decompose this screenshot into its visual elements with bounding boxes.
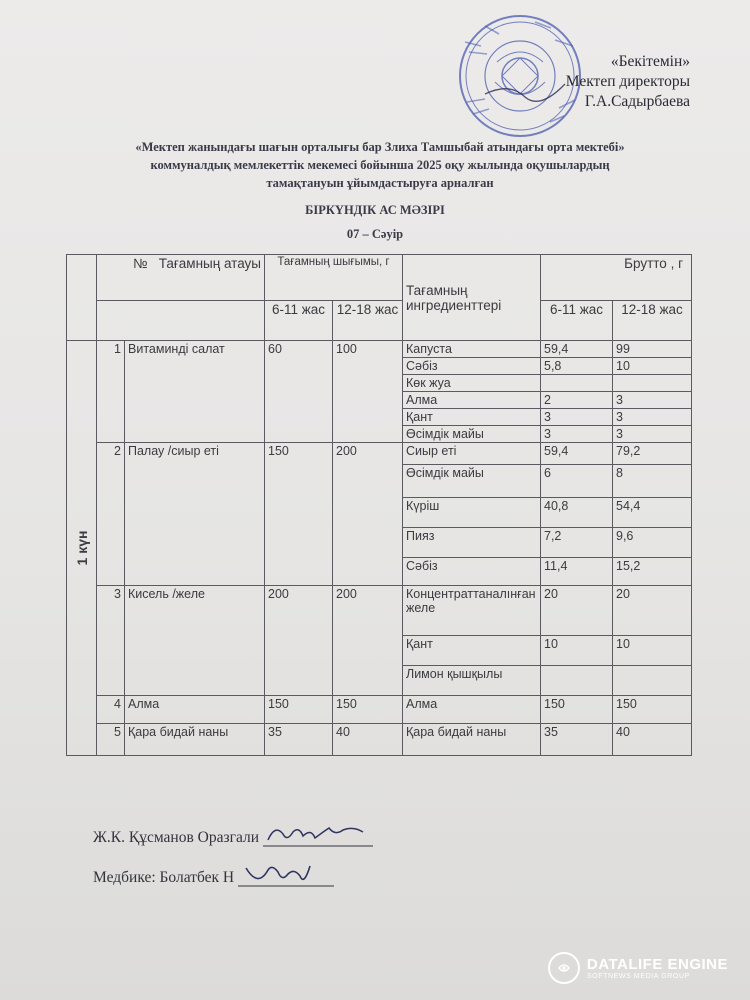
- dish-name: Палау /сиыр еті: [125, 443, 265, 586]
- header-brutto: Брутто , г: [541, 255, 692, 301]
- ingredient-name: Өсімдік майы: [403, 465, 541, 498]
- brutto-12-18: 79,2: [613, 443, 692, 465]
- brutto-6-11: 40,8: [541, 498, 613, 528]
- approval-line-3: Г.А.Садырбаева: [584, 93, 690, 110]
- brutto-6-11: 6: [541, 465, 613, 498]
- ingredient-name: Капуста: [403, 341, 541, 358]
- header-num-and-dish: [97, 255, 265, 301]
- brutto-age-1: 6-11 жас: [541, 301, 613, 341]
- dish-name: Витаминді салат: [125, 341, 265, 443]
- table-row: [67, 696, 692, 724]
- dish-yield-12-18: 150: [333, 696, 403, 724]
- dish-yield-6-11: 200: [265, 586, 333, 696]
- brutto-12-18: [613, 375, 692, 392]
- brutto-12-18: 8: [613, 465, 692, 498]
- brutto-age-2: 12-18 жас: [613, 301, 692, 341]
- brutto-6-11: 3: [541, 426, 613, 443]
- brutto-6-11: 35: [541, 724, 613, 756]
- ingredient-name: Сәбіз: [403, 558, 541, 586]
- watermark: [548, 952, 728, 984]
- brutto-6-11: 2: [541, 392, 613, 409]
- ingredient-name: Өсімдік майы: [403, 426, 541, 443]
- day-cell: [67, 341, 97, 756]
- brutto-12-18: 20: [613, 586, 692, 636]
- ingredient-name: Қара бидай наны: [403, 724, 541, 756]
- dish-number: 1: [97, 341, 125, 443]
- ingredient-name: Көк жуа: [403, 375, 541, 392]
- dish-name: Қара бидай наны: [125, 724, 265, 756]
- brutto-12-18: 10: [613, 358, 692, 375]
- brutto-6-11: [541, 666, 613, 696]
- dish-number: 3: [97, 586, 125, 696]
- header-dish: Тағамның атауы: [158, 256, 261, 271]
- dish-number: 2: [97, 443, 125, 586]
- ingredient-name: Концентраттаналıнған желе: [403, 586, 541, 636]
- ingredient-name: Алма: [403, 392, 541, 409]
- table-row: [67, 443, 692, 465]
- brutto-12-18: 99: [613, 341, 692, 358]
- brutto-6-11: 11,4: [541, 558, 613, 586]
- signature-line-2: [93, 860, 334, 892]
- brutto-12-18: 3: [613, 409, 692, 426]
- ingredient-name: Пияз: [403, 528, 541, 558]
- brutto-6-11: 150: [541, 696, 613, 724]
- handwritten-signature-1: [263, 822, 373, 852]
- brutto-12-18: 3: [613, 426, 692, 443]
- ingredient-name: Қант: [403, 409, 541, 426]
- dish-yield-12-18: 200: [333, 443, 403, 586]
- dish-yield-12-18: 40: [333, 724, 403, 756]
- brutto-12-18: 3: [613, 392, 692, 409]
- header-line-3: тамақтануын ұйымдастыруға арналған: [266, 176, 494, 190]
- header-line-1: «Мектеп жанындағы шағын орталығы бар Злиха Тамшыбай атындағы орта мектебі»: [135, 140, 625, 154]
- ingredient-name: Қант: [403, 636, 541, 666]
- header-dish-blank: [97, 301, 265, 341]
- ingredient-name: Алма: [403, 696, 541, 724]
- brutto-6-11: 7,2: [541, 528, 613, 558]
- brutto-12-18: 10: [613, 636, 692, 666]
- yield-age-1: 6-11 жас: [265, 301, 333, 341]
- approval-line-2: Мектеп директоры: [565, 73, 690, 90]
- menu-title: БІРКҮНДІК АС МӘЗІРІ: [305, 203, 445, 217]
- ingredient-name: Күріш: [403, 498, 541, 528]
- table-row: [67, 586, 692, 636]
- header-line-2: коммуналдық мемлекеттік мекемесі бойынша 2025 оқу жылында оқушылардың: [150, 158, 610, 172]
- table-row: [67, 341, 692, 358]
- dish-number: 4: [97, 696, 125, 724]
- brutto-12-18: 54,4: [613, 498, 692, 528]
- approval-line-1: «Бекітемін»: [610, 53, 690, 70]
- menu-table: [66, 254, 692, 756]
- brutto-12-18: 40: [613, 724, 692, 756]
- ingredient-name: Лимон қышқылы: [403, 666, 541, 696]
- brutto-6-11: 20: [541, 586, 613, 636]
- ingredient-name: Сәбіз: [403, 358, 541, 375]
- dle-logo-icon: [548, 952, 580, 984]
- dish-yield-6-11: 60: [265, 341, 333, 443]
- dish-name: Кисель /желе: [125, 586, 265, 696]
- brutto-6-11: 59,4: [541, 443, 613, 465]
- approval-block: [566, 52, 690, 112]
- menu-body: [67, 341, 692, 756]
- dish-number: 5: [97, 724, 125, 756]
- menu-date: 07 – Сәуір: [346, 227, 404, 241]
- brutto-6-11: [541, 375, 613, 392]
- watermark-subtitle: SOFTNEWS MEDIA GROUP: [586, 973, 690, 980]
- ingredient-name: Сиыр еті: [403, 443, 541, 465]
- dish-yield-6-11: 150: [265, 696, 333, 724]
- header-yield: Тағамның шығымы, г: [265, 255, 403, 301]
- dish-yield-12-18: 200: [333, 586, 403, 696]
- brutto-6-11: 3: [541, 409, 613, 426]
- brutto-6-11: 10: [541, 636, 613, 666]
- header-blank: [67, 255, 97, 341]
- dish-name: Алма: [125, 696, 265, 724]
- brutto-12-18: 150: [613, 696, 692, 724]
- table-row: [67, 724, 692, 756]
- brutto-6-11: 5,8: [541, 358, 613, 375]
- signature-nurse: Медбике: Болатбек Н: [93, 869, 235, 886]
- dish-yield-6-11: 150: [265, 443, 333, 586]
- signature-line-1: [93, 822, 373, 852]
- signature-cook: Ж.К. Құсманов Оразгали: [93, 829, 259, 846]
- dish-yield-6-11: 35: [265, 724, 333, 756]
- day-label: 1 күн: [73, 530, 90, 566]
- header-num: №: [132, 256, 148, 271]
- brutto-12-18: 9,6: [613, 528, 692, 558]
- brutto-12-18: [613, 666, 692, 696]
- brutto-12-18: 15,2: [613, 558, 692, 586]
- handwritten-signature-2: [238, 860, 334, 892]
- dish-yield-12-18: 100: [333, 341, 403, 443]
- header-ingredients: Тағамның ингредиенттері: [403, 255, 541, 341]
- yield-age-2: 12-18 жас: [333, 301, 403, 341]
- brutto-6-11: 59,4: [541, 341, 613, 358]
- watermark-title: DATALIFE ENGINE: [586, 956, 728, 973]
